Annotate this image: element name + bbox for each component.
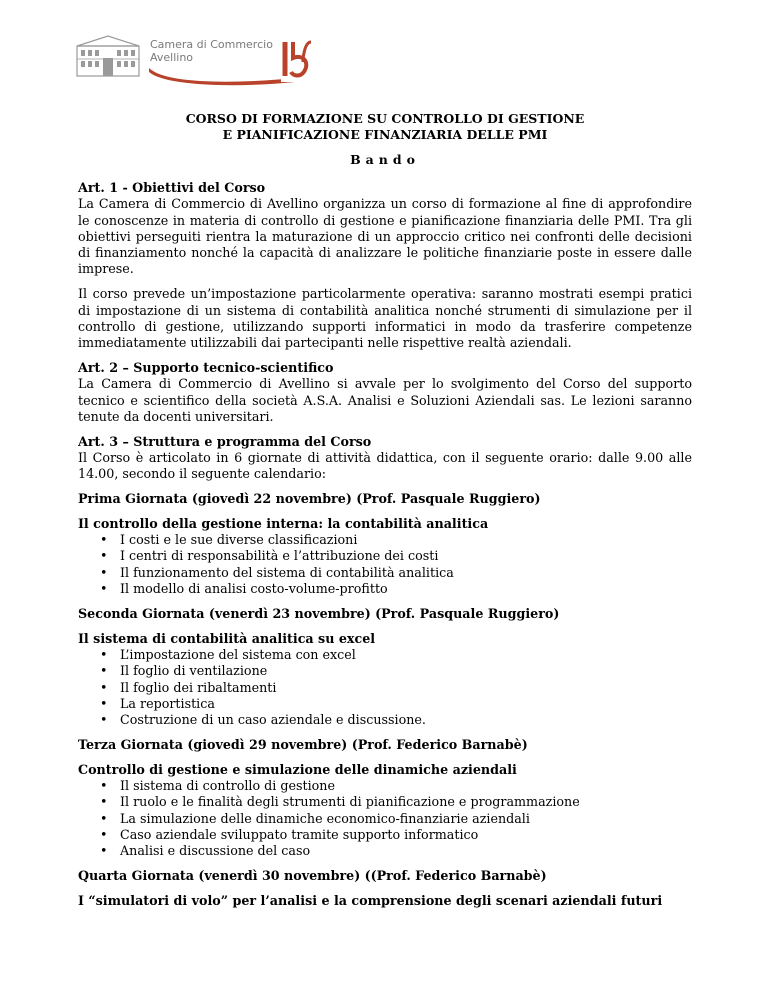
day-2-topics bbox=[78, 647, 692, 728]
day-2-subtitle: Il sistema di contabilità analitica su excel bbox=[78, 630, 376, 646]
art1-paragraph-2: Il corso prevede un’impostazione particolarmente operativa: saranno mostrati esempi pratici di impostazione di un sistema di contabilità analitica nonché strumenti di simulazione per il controllo di gestione, utilizzando supporti informatici in modo da trasferire competenze immediatamente utilizzabili dai partecipanti nelle rispettive realtà aziendali. bbox=[78, 286, 692, 351]
list-item: • Il modello di analisi costo-volume-profitto bbox=[78, 581, 692, 597]
list-item: • La reportistica bbox=[78, 696, 692, 712]
list-item: • Il funzionamento del sistema di contabilità analitica bbox=[78, 565, 692, 581]
day-4-title: Quarta Giornata (venerdì 30 novembre) ((Prof. Federico Barnabè) bbox=[78, 867, 547, 883]
list-item: • Il ruolo e le finalità degli strumenti di pianificazione e programmazione bbox=[78, 794, 692, 810]
logo-text bbox=[150, 38, 273, 64]
list-item: • La simulazione delle dinamiche economico-finanziarie aziendali bbox=[78, 811, 692, 827]
building-logo-icon bbox=[75, 34, 141, 78]
day-1-subtitle: Il controllo della gestione interna: la contabilità analitica bbox=[78, 515, 489, 531]
list-item: • I centri di responsabilità e l’attribuzione dei costi bbox=[78, 548, 692, 564]
day-3-title: Terza Giornata (giovedì 29 novembre) (Prof. Federico Barnabè) bbox=[78, 736, 528, 752]
logo-line1: Camera di Commercio bbox=[150, 38, 273, 51]
list-item: • Il foglio di ventilazione bbox=[78, 663, 692, 679]
art1-paragraph-1: La Camera di Commercio di Avellino organizza un corso di formazione al fine di approfondire le conoscenze in materia di controllo di gestione e pianificazione finanziaria delle PMI. Tra gli obiettivi perseguiti rientra la maturazione di un approccio critico nei confronti delle decisioni di finanziamento nonché la capacità di analizzare le politiche finanziarie poste in essere dalle imprese. bbox=[78, 196, 692, 277]
art2-paragraph: La Camera di Commercio di Avellino si avvale per lo svolgimento del Corso del supporto tecnico e scientifico della società A.S.A. Analisi e Soluzioni Aziendali sas. Le lezioni saranno tenute da docenti universitari. bbox=[78, 376, 692, 424]
day-1-title: Prima Giornata (giovedì 22 novembre) (Prof. Pasquale Ruggiero) bbox=[78, 491, 541, 507]
day-1-topics bbox=[78, 532, 692, 597]
art3-paragraph: Il Corso è articolato in 6 giornate di attività didattica, con il seguente orario: dalle 9.00 alle 14.00, secondo il seguente calendario: bbox=[78, 449, 692, 482]
list-item: • L’impostazione del sistema con excel bbox=[78, 647, 692, 663]
art1-heading: Art. 1 - Obiettivi del Corso bbox=[78, 180, 266, 195]
art2-heading: Art. 2 – Supporto tecnico-scientifico bbox=[78, 359, 334, 375]
list-item: • Il foglio dei ribaltamenti bbox=[78, 680, 692, 696]
document-title bbox=[78, 111, 692, 143]
day-3-subtitle: Controllo di gestione e simulazione delle dinamiche aziendali bbox=[78, 761, 517, 777]
list-item: • I costi e le sue diverse classificazioni bbox=[78, 532, 692, 548]
list-item: • Caso aziendale sviluppato tramite supporto informatico bbox=[78, 827, 692, 843]
header-logo bbox=[75, 34, 315, 84]
art3-heading: Art. 3 – Struttura e programma del Corso bbox=[78, 433, 372, 449]
list-item: • Costruzione di un caso aziendale e discussione. bbox=[78, 712, 692, 728]
day-4-subtitle: I “simulatori di volo” per l’analisi e la comprensione degli scenari aziendali futuri bbox=[78, 892, 663, 908]
document-body bbox=[78, 180, 692, 909]
day-3-topics bbox=[78, 778, 692, 859]
title-line1: CORSO DI FORMAZIONE SU CONTROLLO DI GESTIONE bbox=[185, 111, 585, 126]
list-item: • Il sistema di controllo di gestione bbox=[78, 778, 692, 794]
title-line2: E PIANIFICAZIONE FINANZIARIA DELLE PMI bbox=[222, 127, 548, 142]
anniversary-150-icon bbox=[281, 36, 317, 82]
list-item: • Analisi e discussione del caso bbox=[78, 843, 692, 859]
day-2-title: Seconda Giornata (venerdì 23 novembre) (Prof. Pasquale Ruggiero) bbox=[78, 605, 560, 621]
logo-line2: Avellino bbox=[150, 51, 194, 64]
bando-heading: Bando bbox=[350, 152, 420, 167]
